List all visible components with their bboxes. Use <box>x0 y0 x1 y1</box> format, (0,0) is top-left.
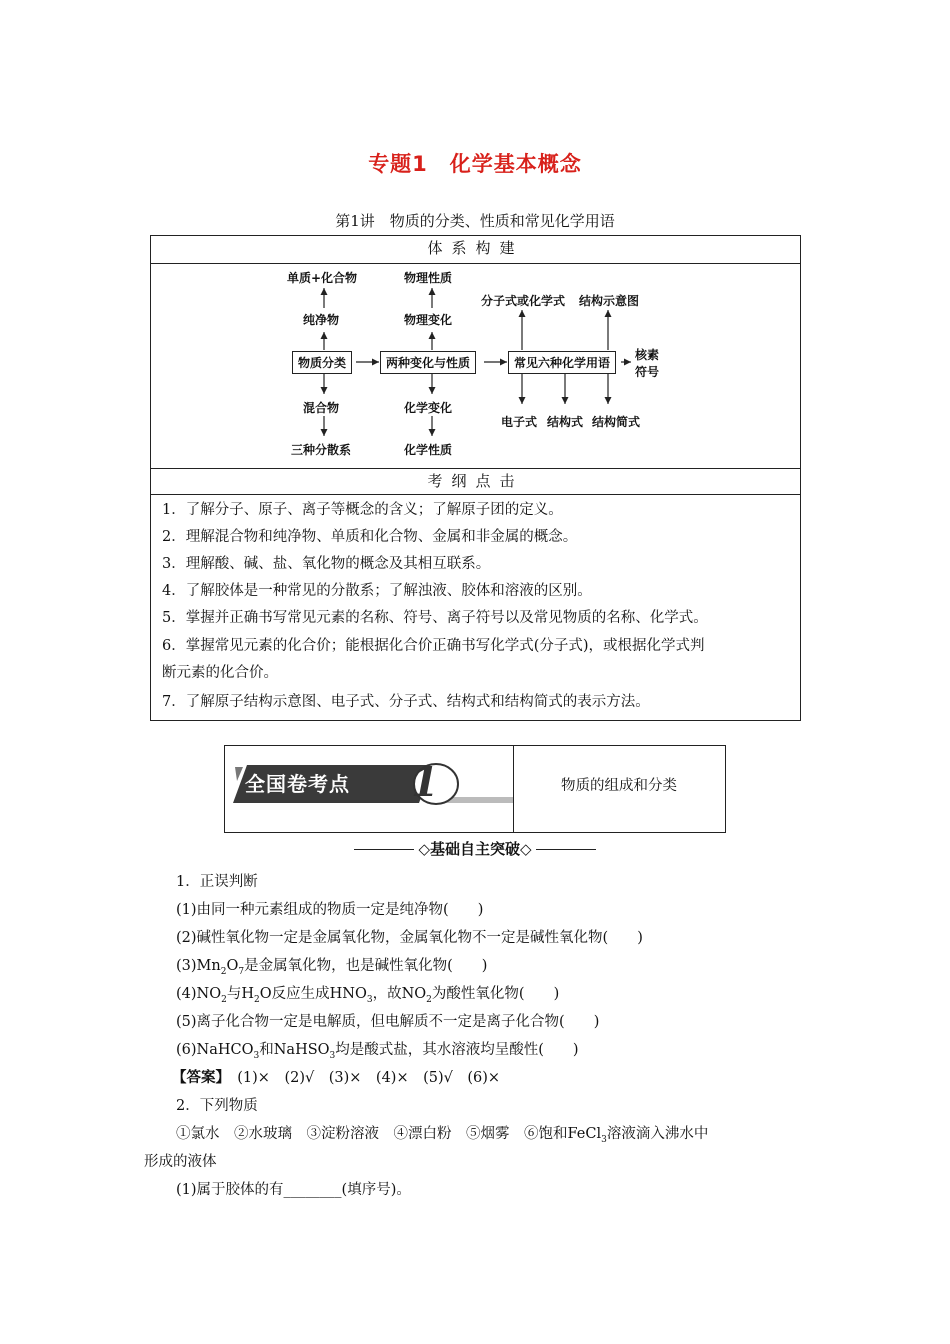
label-element-compound: 单质+化合物 <box>287 271 358 285</box>
label-formula: 分子式或化学式 <box>481 294 566 308</box>
question-2-title: 2．下列物质 <box>176 1098 258 1114</box>
question-1-title: 1．正误判断 <box>176 874 258 890</box>
label-chemical-change: 化学变化 <box>404 401 453 415</box>
label-pure-substance: 纯净物 <box>303 313 340 327</box>
syllabus-item: 4．了解胶体是一种常见的分散系；了解浊液、胶体和溶液的区别。 <box>162 583 592 599</box>
question-2-list: ①氯水 ②水玻璃 ③淀粉溶液 ④漂白粉 ⑤烟雾 ⑥饱和FeCl$_3$溶液滴入沸水中 <box>176 1126 709 1145</box>
syllabus-item: 2．理解混合物和纯净物、单质和化合物、金属和非金属的概念。 <box>162 529 578 545</box>
label-mixture: 混合物 <box>303 401 340 415</box>
label-condensed-formula: 结构简式 <box>592 415 641 429</box>
syllabus-item: 6．掌握常见元素的化合价；能根据化合价正确书写化学式(分子式)，或根据化学式判 <box>162 638 705 654</box>
question-1-item: (1)由同一种元素组成的物质一定是纯净物( ) <box>176 902 484 918</box>
label-structure-diagram: 结构示意图 <box>579 294 640 308</box>
label-physical-change: 物理变化 <box>404 313 453 327</box>
question-1-item: $(3)Mn_2O_7$是金属氧化物，也是碱性氧化物( ) <box>176 958 488 977</box>
label-symbol: 符号 <box>635 365 660 379</box>
syllabus-item: 7．了解原子结构示意图、电子式、分子式、结构式和结构简式的表示方法。 <box>162 694 650 710</box>
box-chemical-terms: 常见六种化学用语 <box>508 351 616 374</box>
syllabus-item: 断元素的化合价。 <box>162 665 278 681</box>
exam-point-number: 1 <box>411 759 439 806</box>
syllabus-item: 3．理解酸、碱、盐、氧化物的概念及其相互联系。 <box>162 556 491 572</box>
question-2-list-cont: 形成的液体 <box>144 1154 217 1170</box>
question-2-sub-1: (1)属于胶体的有________(填序号)。 <box>176 1182 411 1198</box>
question-1-item: (6)NaHCO$_3$和NaHSO$_3$均是酸式盐，其水溶液均呈酸性( ) <box>176 1042 579 1061</box>
box-changes-properties: 两种变化与性质 <box>380 351 476 374</box>
section-title: ◇基础自主突破◇ <box>418 840 532 858</box>
syllabus-item: 1．了解分子、原子、离子等概念的含义；了解原子团的定义。 <box>162 502 563 518</box>
section-divider <box>0 838 950 859</box>
lecture-subtitle: 第1讲 物质的分类、性质和常见化学用语 <box>335 212 615 230</box>
divider <box>151 494 800 495</box>
question-1-item: (5)离子化合物一定是电解质，但电解质不一定是离子化合物( ) <box>176 1014 600 1030</box>
exam-point-label: 全国卷考点 <box>245 772 350 796</box>
label-nuclide: 核素 <box>635 348 660 362</box>
divider <box>151 468 800 469</box>
exam-point-box <box>224 745 726 833</box>
label-chemical-property: 化学性质 <box>404 443 453 457</box>
label-dispersion-systems: 三种分散系 <box>291 443 352 457</box>
question-1-item: $(4)NO_2$与$H_2O$反应生成$HNO_3$，故$NO_2$为酸性氧化物( ) <box>176 986 560 1005</box>
syllabus-heading: 考纲点击 <box>427 472 524 490</box>
label-electron-formula: 电子式 <box>501 415 538 429</box>
question-1-item: (2)碱性氧化物一定是金属氧化物，金属氧化物不一定是碱性氧化物( ) <box>176 930 643 946</box>
page-title: 专题1 化学基本概念 <box>368 152 582 176</box>
syllabus-item: 5．掌握并正确书写常见元素的名称、符号、离子符号以及常见物质的名称、化学式。 <box>162 610 708 626</box>
answer-line: 【答案】 (1)× (2)√ (3)× (4)× (5)√ (6)× <box>172 1069 501 1086</box>
system-heading: 体系构建 <box>427 239 524 257</box>
box-classification: 物质分类 <box>292 351 352 374</box>
exam-point-topic: 物质的组成和分类 <box>561 778 677 794</box>
overview-table <box>150 235 801 721</box>
label-structural-formula: 结构式 <box>547 415 584 429</box>
label-physical-property: 物理性质 <box>404 271 453 285</box>
